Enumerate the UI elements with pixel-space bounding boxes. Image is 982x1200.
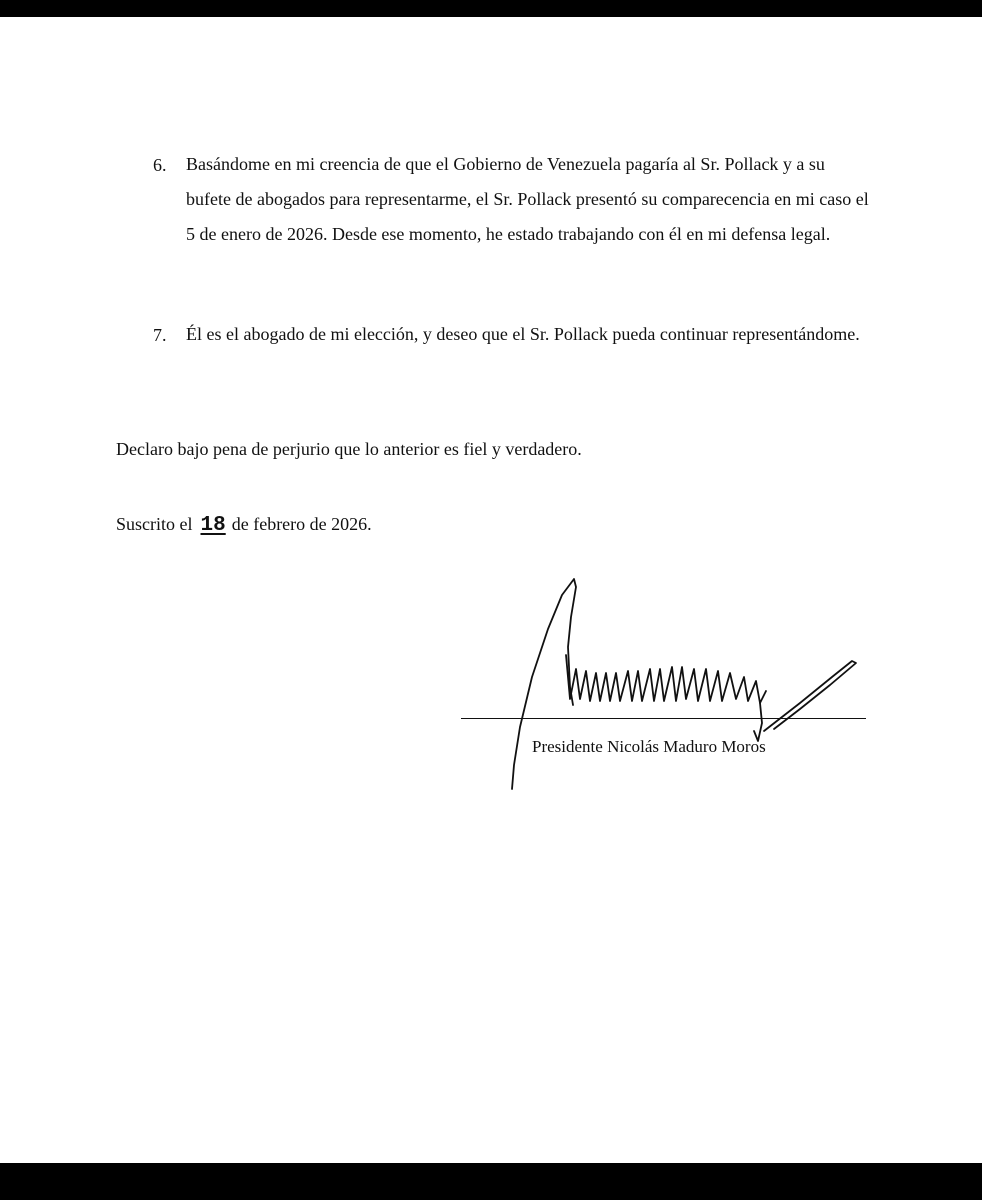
signed-day: 18 [200,514,226,537]
document-page [0,17,982,1163]
list-item-6 [153,155,873,252]
signature-line [461,718,866,719]
list-item-text: Basándome en mi creencia de que el Gobierno de Venezuela pagaría al Sr. Pollack y a su bufete de abogados para representarme, el Sr. Pollack presentó su comparecencia en mi caso el 5 de enero de 2026. Desde ese momento, he estado trabajando con él en mi defensa legal. [186,154,869,244]
bottom-black-bar [0,1163,982,1200]
handwritten-signature [500,577,870,797]
signed-prefix: Suscrito el [116,514,193,534]
perjury-declaration: Declaro bajo pena de perjurio que lo anterior es fiel y verdadero. [116,439,582,459]
list-item-text: Él es el abogado de mi elección, y deseo que el Sr. Pollack pueda continuar representándome. [186,324,860,344]
list-item-number: 6. [153,155,167,175]
list-item-7 [153,325,873,352]
top-black-bar [0,0,982,17]
signed-suffix: de febrero de 2026. [231,514,372,534]
signer-name: Presidente Nicolás Maduro Moros [532,737,766,756]
signed-date-line [116,514,372,537]
list-item-number: 7. [153,325,167,345]
